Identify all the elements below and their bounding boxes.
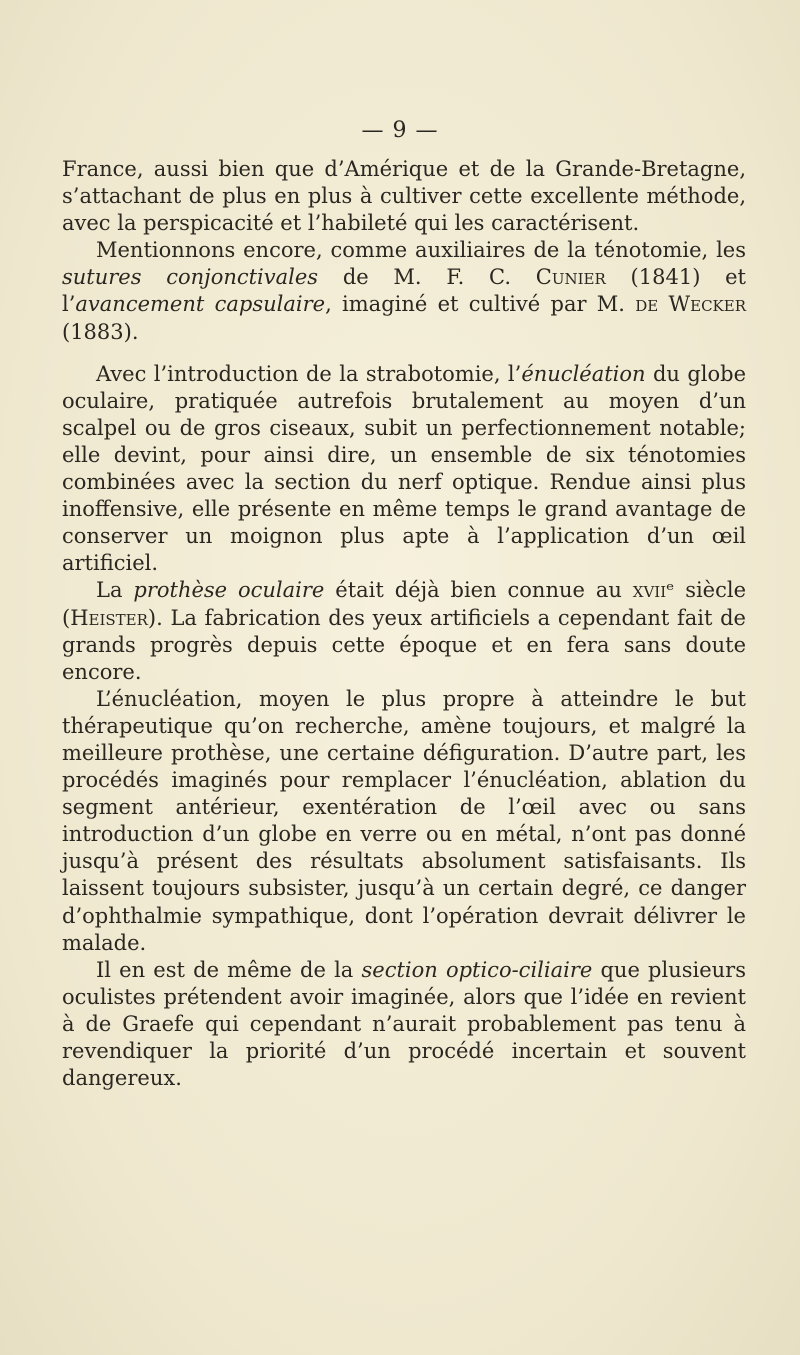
text-run: (1841) et l’ — [62, 265, 746, 317]
page-body — [62, 118, 746, 1092]
small-caps-run: xvii — [632, 578, 667, 603]
text-run: L’énucléation, moyen le plus propre à atteindre le but thérapeutique qu’on recherche, amène toujours, et malgré la meilleure prothèse, une certaine défiguration. D’autre part, les procédés imaginés pour remplacer l’énucléation, ablation du segment antérieur, exentération de l’œil avec ou sans introduction d’un globe en verre ou en métal, n’ont pas donné jusqu’à présent des résultats absolument satisfaisants. Ils laissent toujours subsister, jusqu’à un certain degré, ce danger d’ophthalmie sympathique, dont l’opération devrait délivrer le malade. — [62, 686, 746, 955]
text-run: ). La fabrication des yeux artificiels a cependant fait de grands progrès depuis cette époque et en fera sans doute encore. — [62, 605, 746, 684]
paragraph — [62, 156, 746, 237]
small-caps-run: de Wecker — [635, 292, 746, 317]
italic-run: sutures conjonctivales — [62, 265, 319, 290]
text-run: de M. F. C. — [318, 265, 536, 290]
small-caps-run: Heister — [70, 605, 148, 630]
paragraph — [62, 361, 746, 578]
paragraph — [62, 957, 746, 1092]
italic-run: énucléation — [521, 361, 646, 386]
paragraph — [62, 237, 746, 345]
italic-run: avancement capsulaire — [75, 292, 326, 317]
text-run: France, aussi bien que d’Amérique et de la Grande-Bretagne, s’attachant de plus en plus à cultiver cette excellente méthode, avec la perspicacité et l’habileté qui les caractérisent. — [62, 157, 746, 236]
text-run: (1883). — [62, 319, 139, 344]
text-run: Mentionnons encore, comme auxiliaires de la ténotomie, les — [96, 238, 746, 263]
text-run: du globe oculaire, pratiquée autrefois brutalement au moyen d’un scalpel ou de gros ciseaux, subit un perfectionnement notable; elle devint, pour ainsi dire, un ensemble de six ténotomies combinées avec la section du nerf optique. Rendue ainsi plus inoffensive, elle présente en même temps le grand avantage de conserver un moignon plus apte à l’application d’un œil artificiel. — [62, 361, 746, 576]
text-run: Il en est de même de la — [96, 957, 362, 982]
italic-run: section optico-ciliaire — [361, 957, 593, 982]
text-run: ᵉ siècle ( — [62, 578, 747, 630]
page-number: — 9 — — [361, 118, 439, 143]
italic-run: prothèse oculaire — [133, 578, 325, 603]
text-run: que plusieurs oculistes prétendent avoir imaginée, alors que l’idée en revient à de Graefe qui cependant n’aurait probablement pas tenu à revendiquer la priorité d’un procédé incertain et souvent dangereux. — [62, 957, 746, 1091]
small-caps-run: Cunier — [535, 265, 606, 290]
paragraph — [62, 686, 746, 957]
paragraph — [62, 577, 746, 685]
text-run: La — [96, 578, 134, 603]
text-run: , imaginé et cultivé par M. — [325, 292, 636, 317]
text-run: était déjà bien connue au — [324, 578, 633, 603]
text-run: Avec l’introduction de la strabotomie, l’ — [96, 361, 522, 386]
